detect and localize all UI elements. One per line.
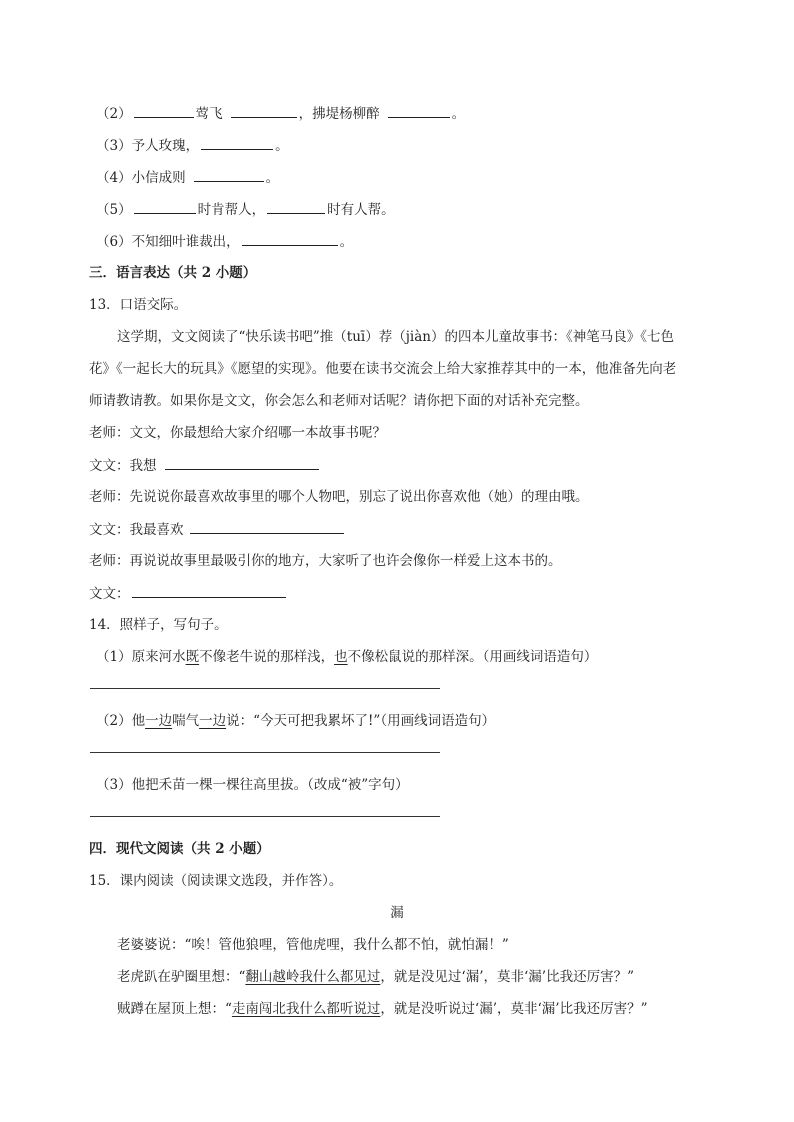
dialog-teacher-3: 老师：再说说故事里最吸引你的地方，大家听了也许会像你一样爱上这本书的。: [89, 553, 562, 569]
dialog-wenwen-1: 文文：我想: [89, 455, 321, 476]
section-heading-4: 四．现代文阅读（共 2 小题）: [89, 841, 270, 857]
q14-sentence-1: （1）原来河水既不像老牛说的那样浅，也不像松鼠说的那样深。（用画线词语造句）: [96, 649, 598, 665]
underlined-word: 既: [185, 649, 200, 665]
answer-blank[interactable]: [242, 231, 338, 246]
answer-blank[interactable]: [165, 455, 319, 470]
answer-blank[interactable]: [134, 199, 196, 214]
q14-sentence-2: （2）他一边喘气一边说：“今天可把我累坏了!”（用画线词语造句）: [96, 713, 496, 729]
q13-paragraph-line-2: 花》《一起长大的玩具》《愿望的实现》。他要在读书交流会上给大家推荐其中的一本，他准备先向老: [89, 361, 677, 377]
poem-item-5: （5） 时肯帮人， 时有人帮。: [96, 199, 395, 220]
dialog-teacher-2: 老师：先说说你最喜欢故事里的哪个人物吧，别忘了说出你喜欢他（她）的理由哦。: [89, 489, 589, 505]
answer-blank[interactable]: [201, 135, 273, 150]
passage-line-3: 贼蹲在屋顶上想：“走南闯北我什么都听说过，就是没听说过‘漏’，莫非‘漏’比我还厉害？”: [117, 1001, 648, 1017]
poem-item-2: （2） 莺飞 ，拂堤杨柳醉 。: [96, 103, 465, 124]
answer-line[interactable]: [90, 688, 440, 689]
q14-sentence-3: （3）他把禾苗一棵一棵往高里拔。（改成“被”字句）: [96, 777, 409, 793]
underlined-word: 一边: [145, 713, 173, 729]
answer-blank[interactable]: [267, 199, 325, 214]
answer-line[interactable]: [90, 752, 440, 753]
dialog-teacher-1: 老师：文文，你最想给大家介绍哪一本故事书呢？: [89, 425, 386, 441]
answer-blank[interactable]: [132, 583, 286, 598]
passage-line-1: 老婆婆说：“唉！管他狼哩，管他虎哩，我什么都不怕，就怕漏！”: [117, 937, 509, 953]
poem-item-6: （6）不知细叶谁裁出， 。: [96, 231, 353, 252]
underlined-phrase: 翻山越岭我什么都见过: [245, 969, 381, 985]
answer-blank[interactable]: [388, 103, 450, 118]
poem-item-4: （4）小信成则 。: [96, 167, 279, 188]
q13-paragraph-line-3: 师请教请教。如果你是文文，你会怎么和老师对话呢？请你把下面的对话补充完整。: [89, 393, 589, 409]
underlined-phrase: 走南闯北我什么都听说过: [231, 1001, 381, 1017]
question-14-title: 14．照样子，写句子。: [89, 617, 228, 633]
answer-blank[interactable]: [194, 167, 264, 182]
q13-paragraph-line-1: 这学期，文文阅读了“快乐读书吧”推（tuī）荐（jiàn）的四本儿童故事书：《神笔马良》《七色: [117, 329, 674, 345]
passage-title: 漏: [390, 905, 404, 921]
section-heading-3: 三．语言表达（共 2 小题）: [89, 265, 257, 281]
answer-blank[interactable]: [190, 519, 344, 534]
dialog-wenwen-2: 文文：我最喜欢: [89, 519, 346, 540]
passage-line-2: 老虎趴在驴圈里想：“翻山越岭我什么都见过，就是没见过‘漏’，莫非‘漏’比我还厉害？”: [117, 969, 634, 985]
answer-blank[interactable]: [134, 103, 194, 118]
underlined-word: 一边: [199, 713, 227, 729]
answer-line[interactable]: [90, 816, 440, 817]
poem-item-3: （3）予人玫瑰， 。: [96, 135, 289, 156]
question-15-title: 15．课内阅读（阅读课文选段，并作答）。: [89, 873, 343, 889]
dialog-wenwen-3: 文文：: [89, 583, 288, 604]
item-number: （2）: [96, 106, 132, 122]
underlined-word: 也: [334, 649, 348, 665]
question-13-title: 13．口语交际。: [89, 297, 188, 313]
answer-blank[interactable]: [231, 103, 297, 118]
